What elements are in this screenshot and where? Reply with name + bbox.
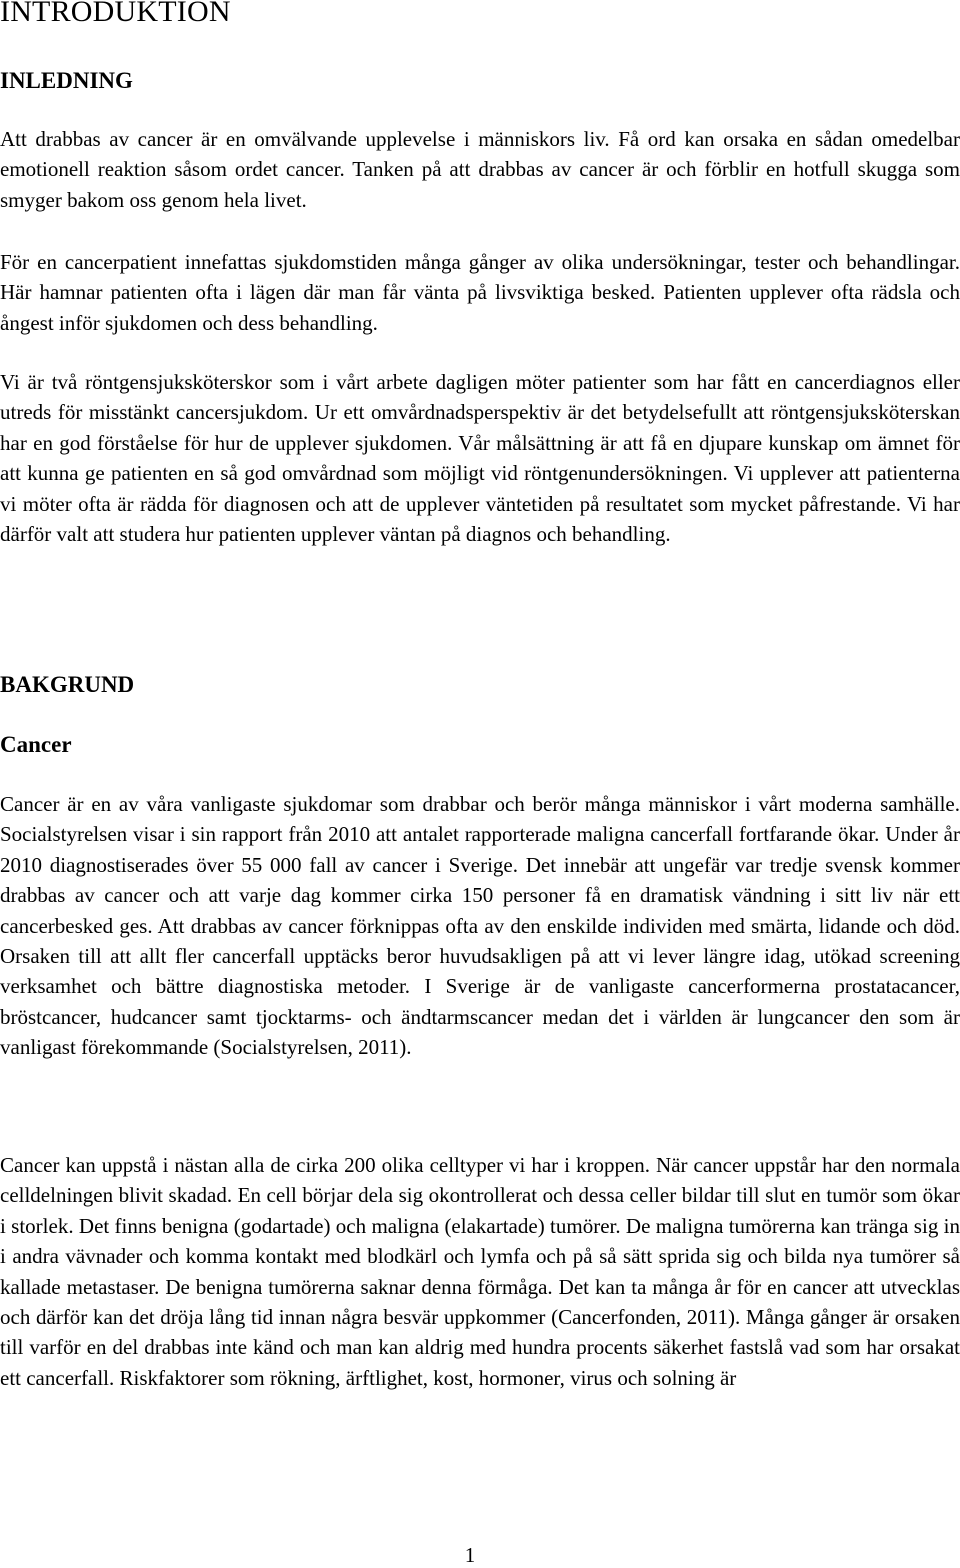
page-number: 1 [464, 1543, 476, 1567]
heading-bakgrund: BAKGRUND [0, 672, 135, 697]
paragraph-cancer-1: Cancer är en av våra vanligaste sjukdomar som drabbar och berör många människor i vårt moderna samhälle. Socialstyrelsen visar i sin rapport från 2010 att antalet rapporterade maligna cancerfall fortfarande ökar. Under år 2010 diagnostiserades över 55 000 fall av cancer i Sverige. Det innebär att ungefär var tredje svensk kommer drabbas av cancer och att varje dag kommer cirka 150 personer få en dramatisk vändning i sitt liv när ett cancerbesked ges. Att drabbas av cancer förknippas ofta av den enskilde individen med smärta, lidande och död. Orsaken till att allt fler cancerfall upptäcks beror huvudsakligen på att vi lever längre idag, utökad screening verksamhet och bättre diagnostiska metoder. I Sverige är de vanligaste cancerformerna prostatacancer, bröstcancer, hudcancer samt tjocktarms- och ändtarmscancer medan det i världen är lungcancer den som är vanligast förekommande (Socialstyrelsen, 2011). [0, 792, 960, 1060]
heading-introduktion: INTRODUKTION [0, 0, 231, 28]
paragraph-inledning-1: Att drabbas av cancer är en omvälvande upplevelse i människors liv. Få ord kan orsaka en sådan omedelbar emotionell reaktion såsom ordet cancer. Tanken på att drabbas av cancer är och förblir en hotfull skugga som smyger bakom oss genom hela livet. [0, 127, 960, 212]
paragraph-inledning-3: Vi är två röntgensjuksköterskor som i vårt arbete dagligen möter patienter som har fått en cancerdiagnos eller utreds för misstänkt cancersjukdom. Ur ett omvårdnadsperspektiv är det betydelsefullt att röntgensjuksköterskan har en god förståelse för hur de upplever sjukdomen. Vår målsättning är att få en djupare kunskap om ämnet för att kunna ge patienten en så god omvårdnad som möjligt vid röntgenundersökningen. Vi upplever att patienterna vi möter ofta är rädda för diagnosen och att de upplever väntetiden på resultatet som mycket påfrestande. Vi har därför valt att studera hur patienten upplever väntan på diagnos och behandling. [0, 370, 960, 547]
paragraph-inledning-2: För en cancerpatient innefattas sjukdomstiden många gånger av olika undersökningar, tester och behandlingar. Här hamnar patienten ofta i lägen där man får vänta på livsviktiga besked. Patienten upplever ofta rädsla och ångest inför sjukdomen och dess behandling. [0, 250, 960, 335]
heading-cancer: Cancer [0, 732, 72, 757]
paragraph-cancer-2: Cancer kan uppstå i nästan alla de cirka 200 olika celltyper vi har i kroppen. När cancer uppstår har den normala celldelningen blivit skadad. En cell börjar dela sig okontrollerat och dessa celler bildar till slut en tumör som ökar i storlek. Det finns benigna (godartade) och maligna (elakartade) tumörer. De maligna tumörerna kan tränga sig in i andra vävnader och komma kontakt med blodkärl och lymfa och på så sätt sprida sig och bilda nya tumörer så kallade metastaser. De benigna tumörerna saknar denna förmåga. Det kan ta många år för en cancer att utvecklas och därför kan det dröja lång tid innan några besvär uppkommer (Cancerfonden, 2011). Många gånger är orsaken till varför en del drabbas inte känd och man kan aldrig med hundra procents säkerhet fastslå vad som har orsakat ett cancerfall. Riskfaktorer som rökning, ärftlighet, kost, hormoner, virus och solning är [0, 1153, 960, 1390]
heading-inledning: INLEDNING [0, 68, 133, 93]
